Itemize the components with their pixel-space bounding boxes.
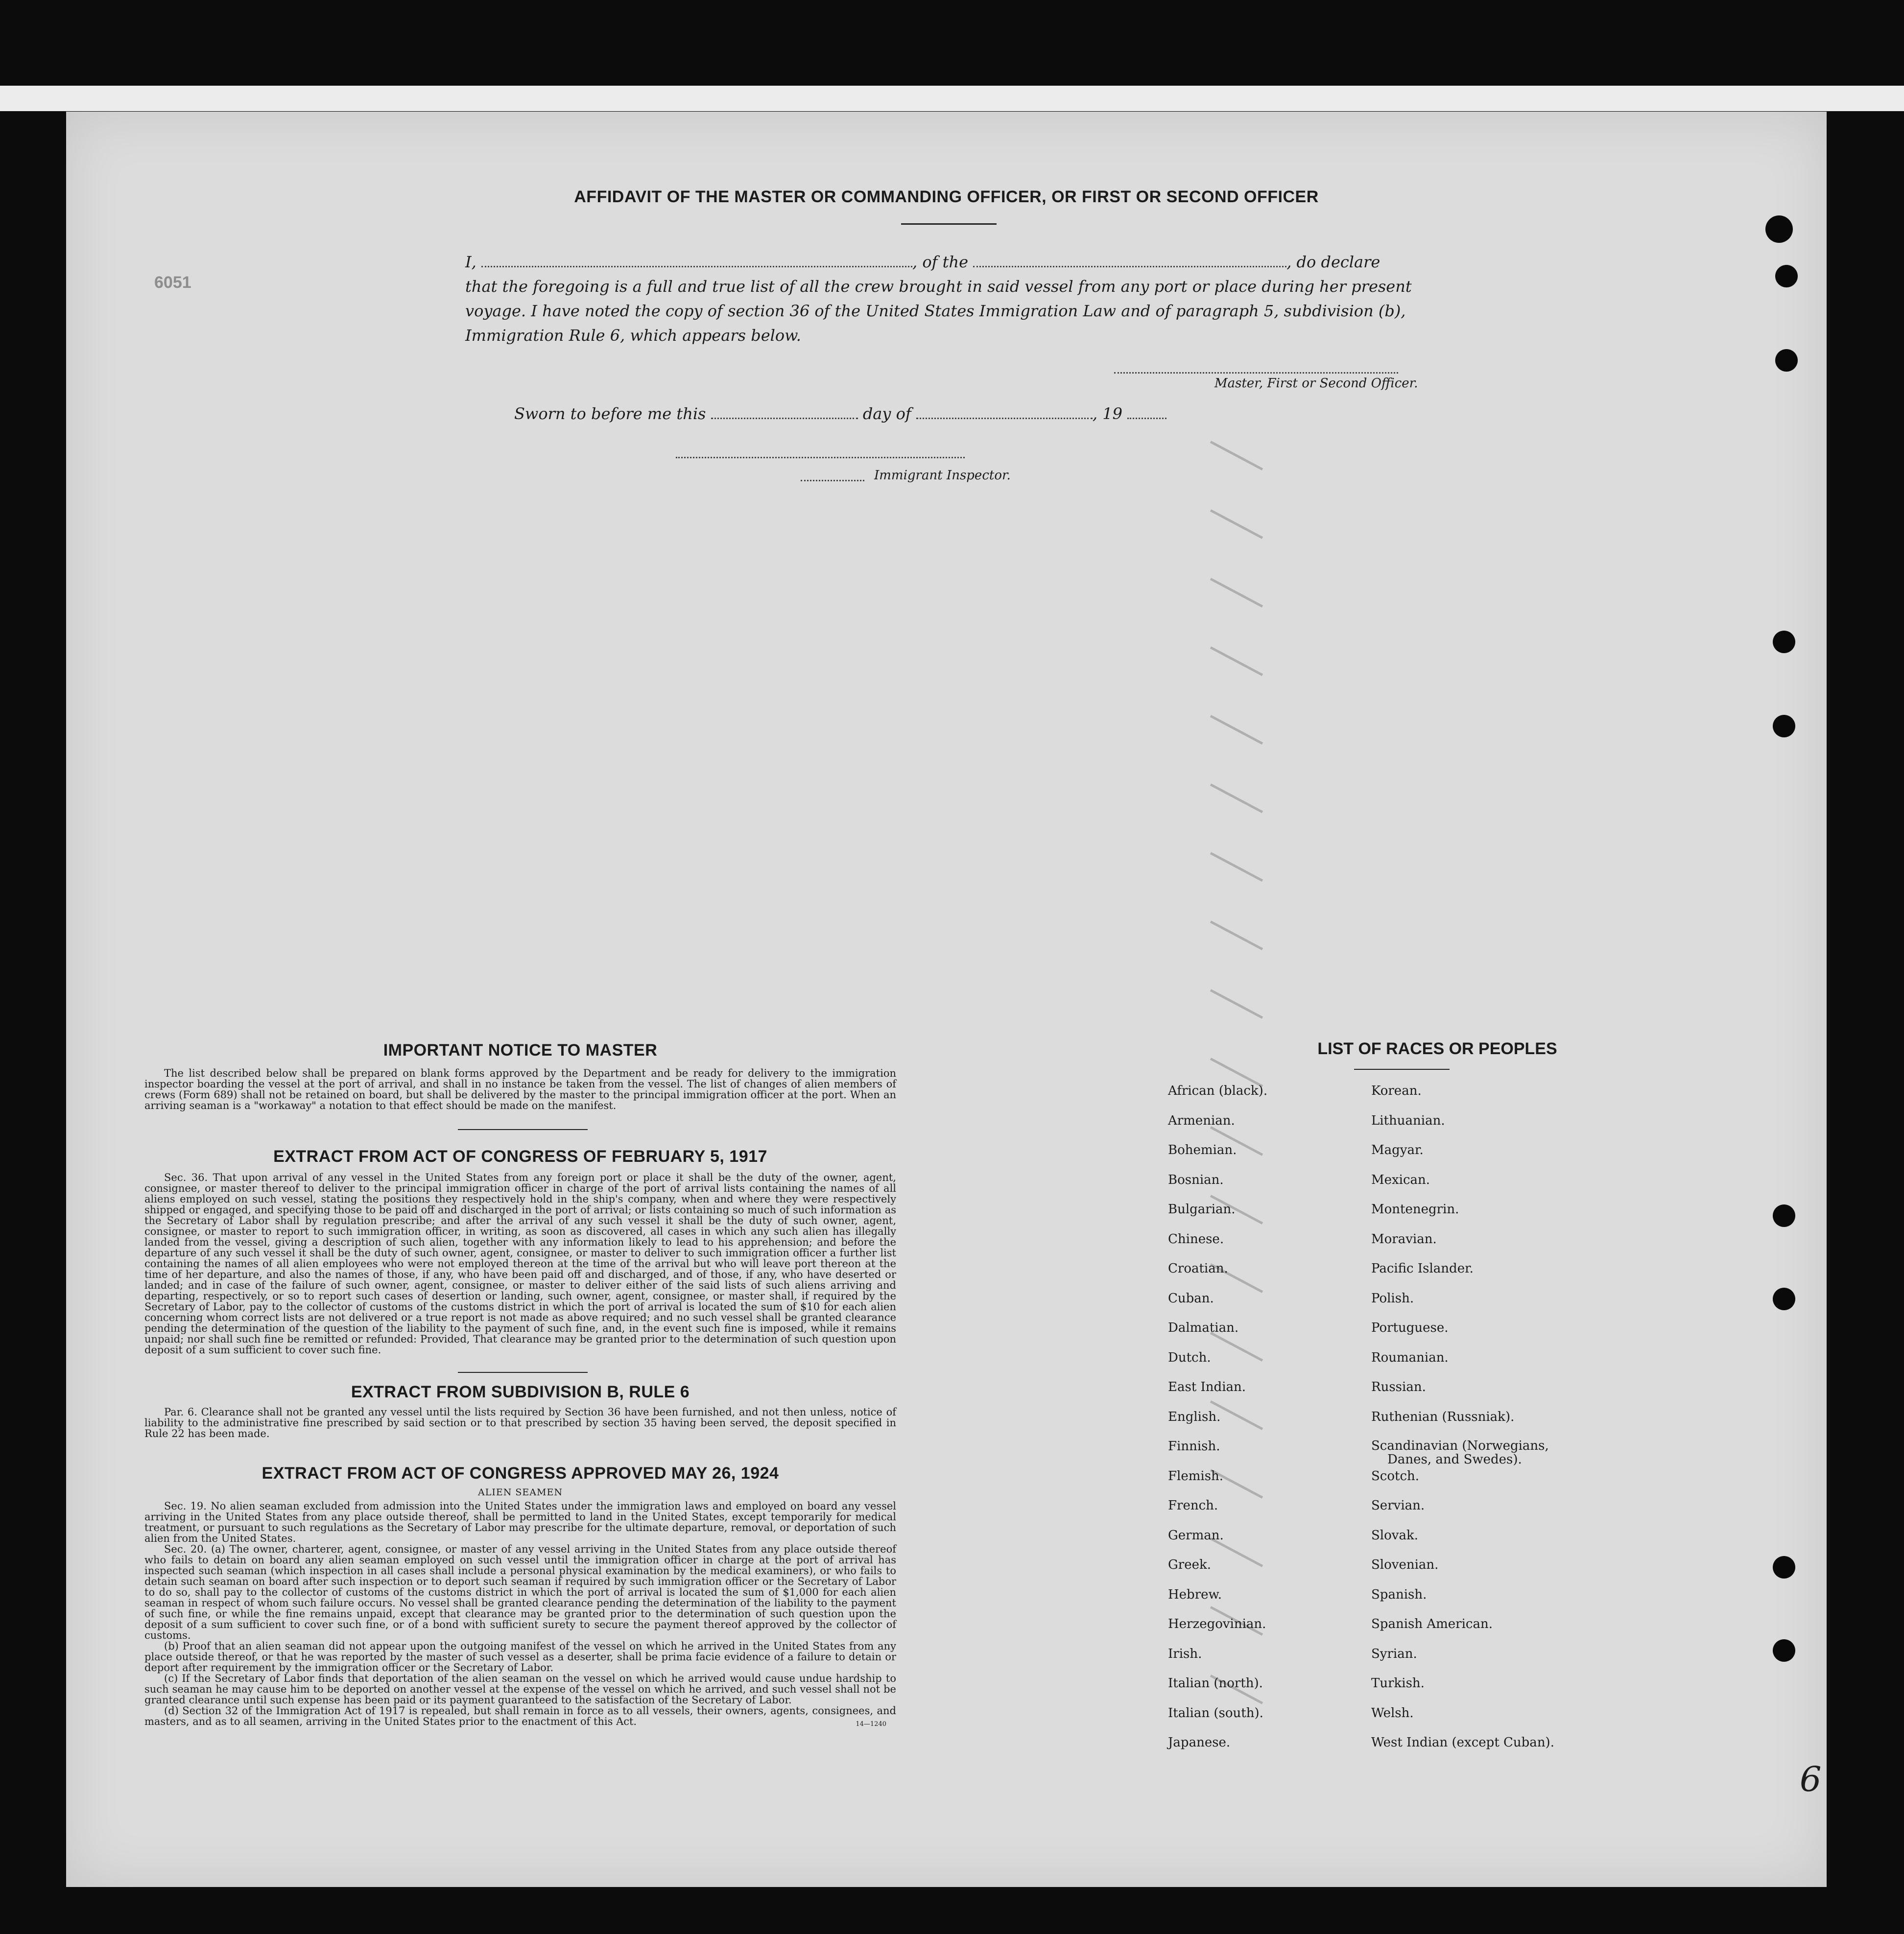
punch-hole bbox=[1773, 1288, 1795, 1310]
race-item: Chinese. bbox=[1168, 1231, 1224, 1247]
title-rule bbox=[901, 223, 997, 225]
scanner-edge bbox=[0, 86, 1904, 111]
extract-1917 bbox=[144, 1147, 896, 1355]
signature-field[interactable] bbox=[1114, 372, 1398, 374]
important-notice bbox=[144, 1041, 896, 1111]
race-item: Armenian. bbox=[1168, 1113, 1235, 1128]
race-item: Croatian. bbox=[1168, 1261, 1228, 1276]
sec-19-paragraph: Sec. 19. No alien seaman excluded from admission into the United States under the immigration laws and employed on board any vessel arriving in the United States from any place outside thereof, shall be permitted to land in the United States, except temporarily for medical treatment, or pursuant to such regulations as the Secretary of Labor may prescribe for the ultimate departure, removal, or deportation of such alien from the United States. bbox=[144, 1500, 896, 1544]
sec-20b-paragraph: (b) Proof that an alien seaman did not appear upon the outgoing manifest of the vessel on which he arrived in the United States from any place outside thereof, or that he was reported by the master of such vessel as a deserter, shall be prima facie evidence of a failure to detain or deport after requirement by the immigration officer or the Secretary of Labor. bbox=[144, 1640, 896, 1674]
vessel-name-field[interactable] bbox=[973, 253, 1286, 267]
sec-20a-paragraph: Sec. 20. (a) The owner, charterer, agent, consignee, or master of any vessel arriving in the United States from any place outside thereof who fails to detain on board any alien seaman employed on such vessel until the immigration officer in charge at the port of arrival has inspected such seaman (which inspection in all cases shall include a personal physical examination by the medical examiners), or who fails to detain such seaman on board after such inspection or to deport such seaman if required by such immigration officer or the Secretary of Labor to do so, shall pay to the collector of customs of the customs district in which the port of arrival is located the sum of $1,000 for each alien seaman in respect of whom such failure occurs. No vessel shall be granted clearance pending the determination of the liability to the payment of such fine, or while the fine remains unpaid, except that clearance may be granted prior to the determination of such question upon the deposit of a sum sufficient to cover such fine, or of a bond with sufficient surety to secure the payment thereof approved by the collector of customs. bbox=[144, 1543, 896, 1641]
race-item: Bulgarian. bbox=[1168, 1202, 1236, 1217]
race-item: Italian (north). bbox=[1168, 1676, 1263, 1691]
race-item: English. bbox=[1168, 1409, 1221, 1424]
punch-hole bbox=[1775, 265, 1798, 287]
bleed-mark bbox=[1210, 1058, 1263, 1087]
race-item: Dalmatian. bbox=[1168, 1321, 1239, 1335]
extract-rule-6 bbox=[144, 1383, 896, 1439]
races-title: LIST OF RACES OR PEOPLES bbox=[1317, 1039, 1557, 1058]
punch-hole bbox=[1775, 349, 1798, 372]
extract-1924-text bbox=[144, 1501, 896, 1727]
race-item: Cuban. bbox=[1168, 1291, 1214, 1306]
punch-hole bbox=[1773, 1639, 1795, 1662]
document-page bbox=[66, 112, 1827, 1887]
race-item: Spanish. bbox=[1371, 1587, 1427, 1602]
signature-label: Master, First or Second Officer. bbox=[1214, 376, 1418, 391]
race-item: Magyar. bbox=[1371, 1143, 1424, 1157]
extract-1917-title: EXTRACT FROM ACT OF CONGRESS OF FEBRUARY 5, 1917 bbox=[273, 1147, 767, 1166]
affidavit-line-2: voyage. I have noted the copy of section 36 of the United States Immigration Law and of paragraph 5, subdivision (b), bbox=[465, 302, 1406, 320]
sworn-label: Sworn to before me this bbox=[514, 404, 706, 423]
extract-1924 bbox=[144, 1464, 896, 1727]
of-the-label: , of the bbox=[912, 253, 969, 271]
extract-1917-text bbox=[144, 1172, 896, 1355]
section-rule bbox=[458, 1129, 588, 1130]
do-declare-label: , do declare bbox=[1286, 253, 1380, 271]
race-item: Korean. bbox=[1371, 1084, 1422, 1098]
race-item: Hebrew. bbox=[1168, 1587, 1222, 1602]
inspector-label: Immigrant Inspector. bbox=[874, 468, 1011, 483]
race-item: Dutch. bbox=[1168, 1350, 1211, 1365]
bleed-mark bbox=[1210, 715, 1263, 745]
inspector-dotted-lead bbox=[801, 480, 864, 481]
race-item: Servian. bbox=[1371, 1498, 1425, 1513]
race-item: Slovenian. bbox=[1371, 1557, 1439, 1572]
race-item: Greek. bbox=[1168, 1557, 1211, 1572]
bleed-mark bbox=[1210, 920, 1263, 950]
affidavit-line-3: Immigration Rule 6, which appears below. bbox=[465, 326, 801, 345]
form-number: 14—1240 bbox=[856, 1721, 886, 1728]
race-item: African (black). bbox=[1168, 1084, 1268, 1098]
race-item: Welsh. bbox=[1371, 1705, 1414, 1721]
race-item: Italian (south). bbox=[1168, 1705, 1263, 1721]
race-item: Pacific Islander. bbox=[1371, 1261, 1474, 1276]
bleed-mark bbox=[1210, 441, 1263, 471]
affidavit-body bbox=[465, 250, 1428, 348]
extract-rule-6-text bbox=[144, 1407, 896, 1439]
race-item: Spanish American. bbox=[1371, 1617, 1493, 1631]
race-item: East Indian. bbox=[1168, 1380, 1246, 1394]
race-item: Russian. bbox=[1371, 1380, 1426, 1394]
bleed-mark bbox=[1210, 783, 1263, 813]
race-item: Bohemian. bbox=[1168, 1143, 1237, 1157]
affidavit-line-1: that the foregoing is a full and true list of all the crew brought in said vessel from any port or place during her present bbox=[465, 277, 1412, 296]
race-item: Mexican. bbox=[1371, 1172, 1430, 1187]
section-rule bbox=[458, 1372, 588, 1373]
race-item: Lithuanian. bbox=[1371, 1113, 1445, 1128]
bleed-mark bbox=[1210, 852, 1263, 882]
race-item: German. bbox=[1168, 1528, 1224, 1543]
sworn-line bbox=[514, 404, 1166, 423]
bleed-mark bbox=[1210, 646, 1263, 676]
race-item: Japanese. bbox=[1168, 1735, 1231, 1750]
declarant-name-field[interactable] bbox=[481, 253, 912, 267]
race-item: Syrian. bbox=[1371, 1646, 1417, 1661]
year-prefix-label: , 19 bbox=[1092, 404, 1122, 423]
race-item: Moravian. bbox=[1371, 1231, 1437, 1247]
bleed-mark bbox=[1210, 578, 1263, 608]
bleed-mark bbox=[1210, 509, 1263, 539]
punch-hole bbox=[1773, 1556, 1795, 1579]
race-item: Finnish. bbox=[1168, 1439, 1220, 1454]
race-item: Herzegovinian. bbox=[1168, 1617, 1266, 1631]
race-item: French. bbox=[1168, 1498, 1218, 1513]
race-item: Portuguese. bbox=[1371, 1321, 1449, 1335]
inspector-signature-field[interactable] bbox=[676, 457, 965, 458]
punch-hole bbox=[1773, 715, 1795, 737]
sworn-month-field[interactable] bbox=[916, 405, 1093, 419]
race-item: Bosnian. bbox=[1168, 1172, 1224, 1187]
punch-hole bbox=[1773, 1204, 1795, 1227]
i-label: I, bbox=[465, 253, 476, 271]
race-item: Scandinavian (Norwegians, Danes, and Swedes). bbox=[1371, 1439, 1549, 1467]
bleed-mark bbox=[1210, 989, 1263, 1019]
sworn-day-field[interactable] bbox=[711, 405, 858, 419]
race-item: Turkish. bbox=[1371, 1676, 1425, 1691]
races-rule bbox=[1354, 1069, 1450, 1070]
sec-36-paragraph: Sec. 36. That upon arrival of any vessel in the United States from any foreign port or place it shall be the duty of the owner, agent, consignee, or master thereof to deliver to the principal immigration officer in charge of the port of arrival lists containing the names of all aliens employed on such vessel, stating the positions they respectively hold in the ship's company, when and where they were respectively shipped or engaged, and specifying those to be paid off and discharged in the port of arrival; or lists containing so much of such information as the Secretary of Labor shall by regulation prescribe; and after the arrival of any such vessel it shall be the duty of such owner, agent, consignee, or master to report to such immigration officer, in writing, as soon as discovered, all cases in which any such alien has illegally landed from the vessel, giving a description of such alien, together with any information likely to lead to his apprehension; and before the departure of any such vessel it shall be the duty of such owner, agent, consignee, or master to deliver to such immigration officer a further list containing the names of all alien employees who were not employed thereon at the time of the arrival but who will leave port thereon at the time of her departure, and also the names of those, if any, who have been paid off and discharged, and of those, if any, who have deserted or landed; and in case of the failure of such owner, agent, consignee, or master to deliver either of the said lists of such aliens arriving and departing, respectively, or so to report such cases of desertion or landing, such owner, agent, consignee, or master shall, if required by the Secretary of Labor, pay to the collector of customs of the customs district in which the port of arrival is located the sum of $10 for each alien concerning whom correct lists are not delivered or a true report is not made as above required; and no such vessel shall be granted clearance pending the determination of the question of the liability to the payment of such fine, and, in the event such fine is imposed, while it remains unpaid; nor shall such fine be remitted or refunded: Provided, That clearance may be granted prior to the determination of such question upon deposit of a sum sufficient to cover such fine. bbox=[144, 1172, 896, 1356]
extract-rule-6-title: EXTRACT FROM SUBDIVISION B, RULE 6 bbox=[351, 1383, 690, 1401]
punch-hole bbox=[1773, 631, 1795, 653]
sec-20c-paragraph: (c) If the Secretary of Labor finds that deportation of the alien seaman on the vessel on which he arrived would cause undue hardship to such seaman he may cause him to be deported on another vessel at the expense of the vessel on which he arrived, and such vessel shall not be granted clearance until such expense has been paid or its payment guaranteed to the satisfaction of the Secretary of Labor. bbox=[144, 1673, 896, 1706]
extract-1924-title: EXTRACT FROM ACT OF CONGRESS APPROVED MAY 26, 1924 bbox=[262, 1464, 779, 1483]
race-item: Montenegrin. bbox=[1371, 1202, 1459, 1217]
sec-20d-paragraph: (d) Section 32 of the Immigration Act of 1917 is repealed, but shall remain in force as to all vessels, their owners, agents, consignees, and masters, and as to all seamen, arriving in the United States prior to the enactment of this Act. bbox=[144, 1705, 896, 1727]
notice-paragraph: The list described below shall be prepared on blank forms approved by the Department and be ready for delivery to the immigration inspector boarding the vessel at the port of arrival, and shall in no instance be taken from the vessel. The list of changes of alien members of crews (Form 689) shall not be retained on board, but shall be delivered by the master to the principal immigration officer at the port. When an arriving seaman is a "workaway" a notation to that effect should be made on the manifest. bbox=[144, 1067, 896, 1111]
races-left-column bbox=[1168, 1084, 1267, 1765]
declarant-line bbox=[465, 250, 1428, 274]
par-6-paragraph: Par. 6. Clearance shall not be granted any vessel until the lists required by Section 36 have been furnished, and not then unless, notice of liability to the administrative fine prescribed by said section or to that prescribed by section 35 having been served, the deposit specified in Rule 22 has been made. bbox=[144, 1406, 896, 1439]
race-item: Scotch. bbox=[1371, 1468, 1420, 1484]
day-of-label: day of bbox=[862, 404, 911, 423]
notice-text bbox=[144, 1068, 896, 1111]
race-item: West Indian (except Cuban). bbox=[1371, 1735, 1554, 1750]
corner-mark: 6 bbox=[1800, 1759, 1822, 1799]
race-item: Flemish. bbox=[1168, 1468, 1224, 1484]
notice-title: IMPORTANT NOTICE TO MASTER bbox=[383, 1041, 658, 1060]
sworn-year-field[interactable] bbox=[1127, 405, 1166, 419]
affidavit-title: AFFIDAVIT OF THE MASTER OR COMMANDING OFFICER, OR FIRST OR SECOND OFFICER bbox=[574, 188, 1319, 206]
races-right-column bbox=[1371, 1084, 1554, 1765]
race-item: Ruthenian (Russniak). bbox=[1371, 1409, 1515, 1424]
alien-seamen-subtitle: ALIEN SEAMEN bbox=[478, 1487, 563, 1498]
punch-hole bbox=[1765, 215, 1793, 243]
race-item: Roumanian. bbox=[1371, 1350, 1449, 1365]
race-item: Slovak. bbox=[1371, 1528, 1418, 1543]
margin-number: 6051 bbox=[154, 273, 191, 292]
race-item: Irish. bbox=[1168, 1646, 1202, 1661]
race-item: Polish. bbox=[1371, 1291, 1414, 1306]
